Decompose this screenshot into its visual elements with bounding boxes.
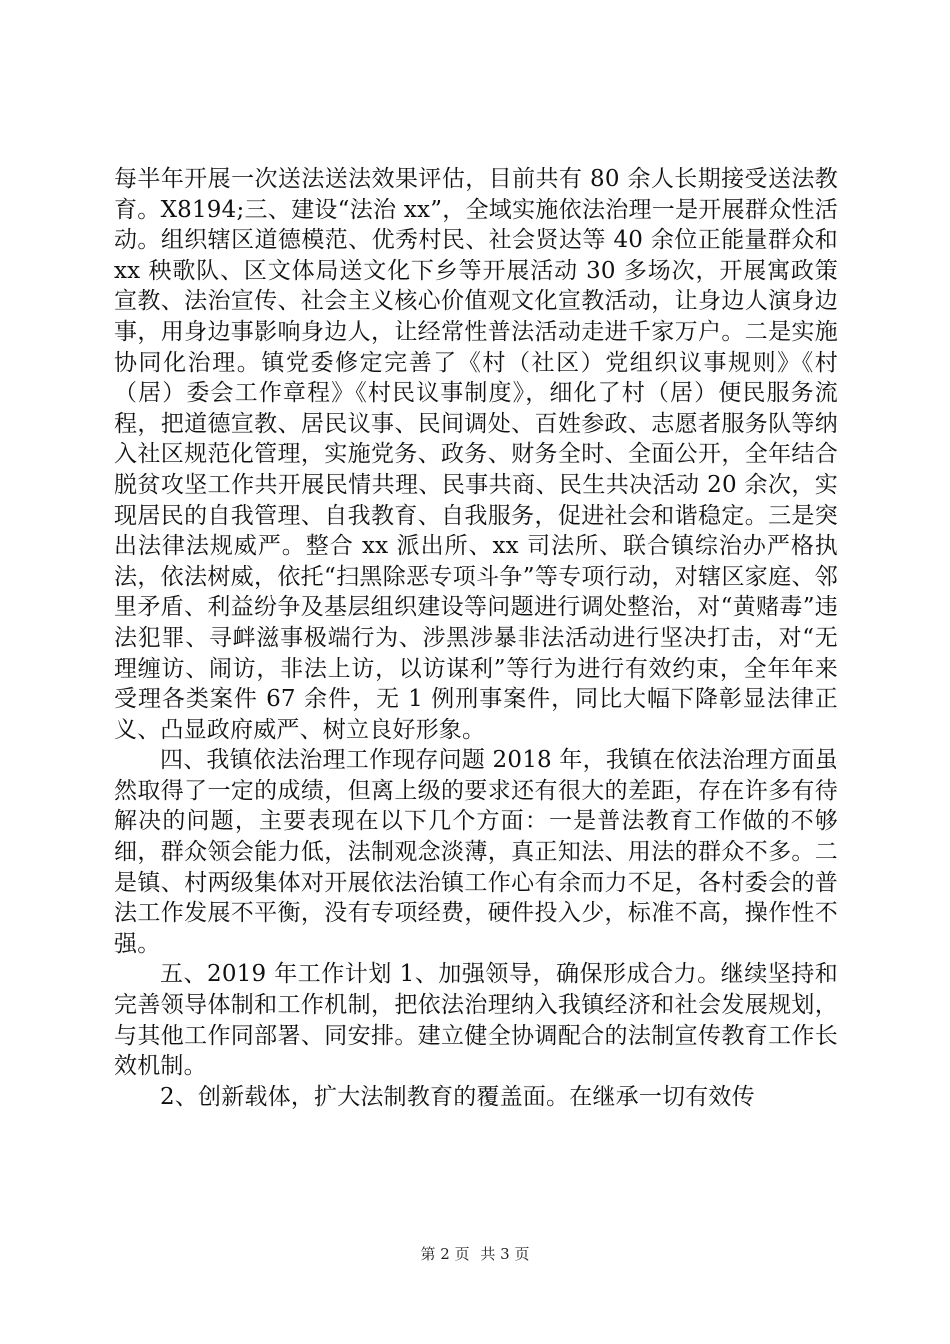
page-footer (0, 1244, 950, 1264)
page-total: 共 3 页 (480, 1245, 530, 1263)
paragraph-3: 五、2019 年工作计划 1、加强领导，确保形成合力。继续坚持和完善领导体制和工作机制，把依法治理纳入我镇经济和社会发展规划，与其他工作同部署、同安排。建立健全协调配合的法制宣传教育工作长效机制。 (114, 961, 838, 1080)
page-number: 第 2 页 (420, 1245, 470, 1263)
document-body (114, 164, 838, 1112)
paragraph-1: 每半年开展一次送法送法效果评估，目前共有 80 余人长期接受送法教育。X8194;三、建设“法治 xx”，全域实施依法治理一是开展群众性活动。组织辖区道德模范、优秀村民、社会贤达等 40 余位正能量群众和 xx 秧歌队、区文体局送文化下乡等开展活动 30 多场次，开展寓政策宣教、法治宣传、社会主义核心价值观文化宣教活动，让身边人演身边事，用身边事影响身边人，让经常性普法活动走进千家万户。二是实施协同化治理。镇党委修定完善了《村（社区）党组织议事规则》《村（居）委会工作章程》《村民议事制度》，细化了村（居）便民服务流程，把道德宣教、居民议事、民间调处、百姓参政、志愿者服务队等纳入社区规范化管理，实施党务、政务、财务全时、全面公开，全年结合脱贫攻坚工作共开展民情共理、民事共商、民生共决活动 20 余次，实现居民的自我管理、自我教育、自我服务，促进社会和谐稳定。三是突出法律法规威严。整合 xx 派出所、xx 司法所、联合镇综治办严格执法，依法树威，依托“扫黑除恶专项斗争”等专项行动，对辖区家庭、邻里矛盾、利益纷争及基层组织建设等问题进行调处整治，对“黄赌毒”违法犯罪、寻衅滋事极端行为、涉黑涉暴非法活动进行坚决打击，对“无理缠访、闹访，非法上访，以访谋利”等行为进行有效约束，全年年来受理各类案件 67 余件，无 1 例刑事案件，同比大幅下降彰显法律正义、凸显政府威严、树立良好形象。 (114, 166, 838, 743)
paragraph-2: 四、我镇依法治理工作现存问题 2018 年，我镇在依法治理方面虽然取得了一定的成绩，但离上级的要求还有很大的差距，存在许多有待解决的问题，主要表现在以下几个方面：一是普法教育工作做的不够细，群众领会能力低，法制观念淡薄，真正知法、用法的群众不多。二是镇、村两级集体对开展依法治镇工作心有余而力不足，各村委会的普法工作发展不平衡，没有专项经费，硬件投入少，标准不高，操作性不强。 (114, 747, 838, 957)
paragraph-4: 2、创新载体，扩大法制教育的覆盖面。在继承一切有效传 (160, 1083, 755, 1110)
